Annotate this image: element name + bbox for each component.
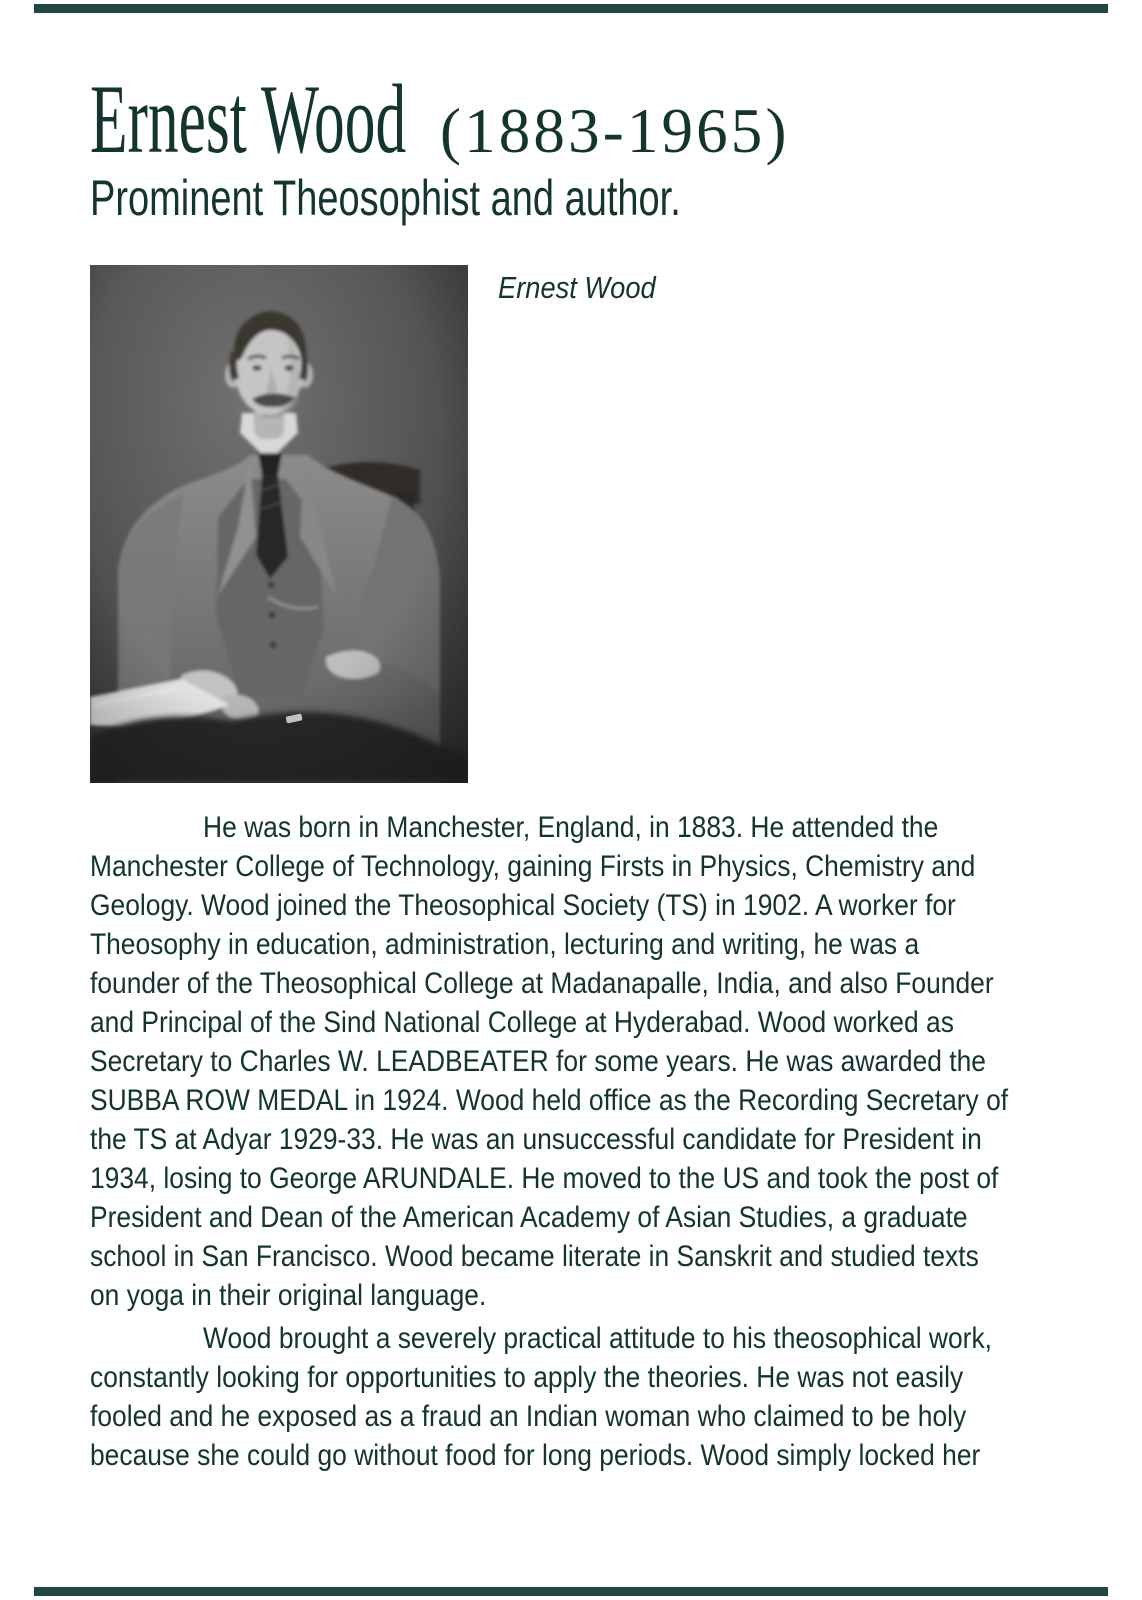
text-line: fooled and he exposed as a fraud an Indian woman who claimed to be holy [90,1400,967,1433]
page-subtitle: Prominent Theosophist and author. [90,170,681,226]
bottom-rule [34,1587,1108,1596]
text-line: SUBBA ROW MEDAL in 1924. Wood held office as the Recording Secretary of [90,1084,1009,1117]
text-line: school in San Francisco. Wood became literate in Sanskrit and studied texts [90,1240,979,1273]
text-line: Manchester College of Technology, gaining Firsts in Physics, Chemistry and [90,850,976,883]
title-name: Ernest Wood [90,65,407,174]
page-title [90,65,790,180]
text-line: Wood brought a severely practical attitude to his theosophical work, [203,1322,993,1355]
text-line: Geology. Wood joined the Theosophical Society (TS) in 1902. A worker for [90,889,956,922]
text-line: founder of the Theosophical College at Madanapalle, India, and also Founder [90,967,994,1000]
text-line: He was born in Manchester, England, in 1883. He attended the [203,811,939,844]
title-years: (1883-1965) [440,96,790,166]
paragraph-1 [90,808,1100,1315]
text-line: constantly looking for opportunities to apply the theories. He was not easily [90,1361,964,1394]
portrait-illustration [90,265,468,783]
text-line: Secretary to Charles W. LEADBEATER for some years. He was awarded the [90,1045,986,1078]
text-line: the TS at Adyar 1929-33. He was an unsuccessful candidate for President in [90,1123,982,1156]
paragraph-2 [90,1319,1100,1475]
text-line: and Principal of the Sind National College at Hyderabad. Wood worked as [90,1006,954,1039]
text-line: on yoga in their original language. [90,1279,487,1312]
text-line: because she could go without food for long periods. Wood simply locked her [90,1439,981,1472]
text-line: 1934, losing to George ARUNDALE. He moved to the US and took the post of [90,1162,999,1195]
top-rule [34,4,1108,13]
photo-caption: Ernest Wood [498,270,656,305]
text-line: President and Dean of the American Academy of Asian Studies, a graduate [90,1201,968,1234]
portrait-photo [90,265,468,783]
text-line: Theosophy in education, administration, lecturing and writing, he was a [90,928,920,961]
